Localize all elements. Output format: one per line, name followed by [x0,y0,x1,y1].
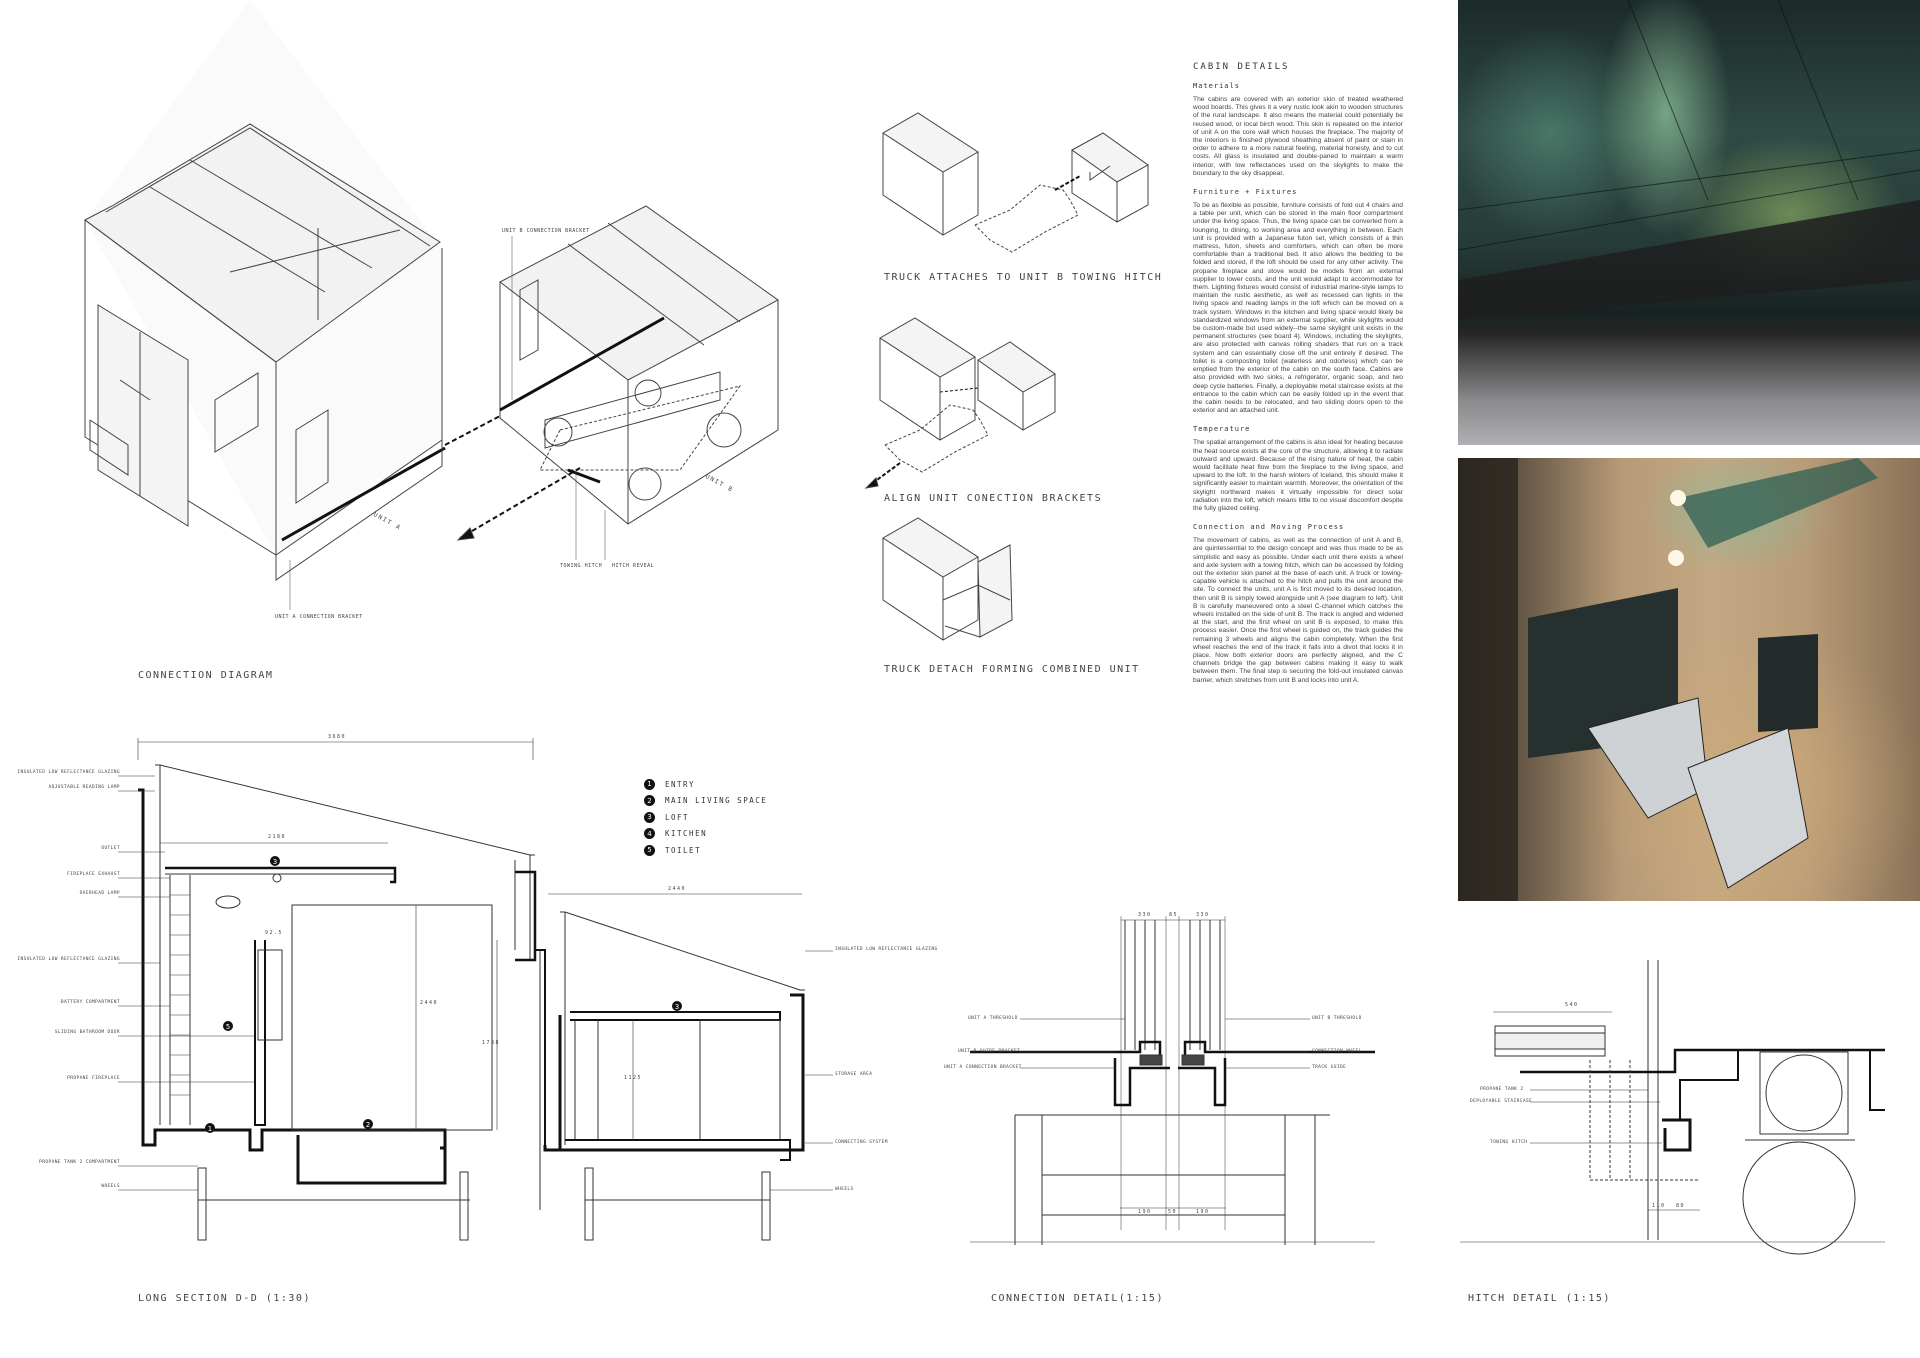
legend-label: KITCHEN [665,829,708,839]
svg-text:3: 3 [272,858,278,866]
dim-overall: 3680 [328,734,347,740]
section-heading-temperature: Temperature [1193,425,1251,434]
hitch-detail-caption: HITCH DETAIL (1:15) [1468,1293,1611,1304]
dim-label: 85 [1169,912,1179,918]
dim-label: 110 [1652,1203,1666,1209]
section-heading-connection: Connection and Moving Process [1193,523,1345,532]
leader-label: SLIDING BATHROOM DOOR [54,1030,120,1035]
legend-label: ENTRY [665,779,696,789]
leader-label: INSULATED LOW REFLECTANCE GLAZING [17,770,120,775]
leader-label: UNIT A THRESHOLD [968,1016,1018,1021]
leader-label: UNIT A CONNECTION BRACKET [944,1065,1022,1070]
dim-label: 190 [1196,1209,1210,1215]
leader-label: TOWING HITCH [1490,1140,1528,1145]
connection-diagram-caption: CONNECTION DIAGRAM [138,670,274,681]
leader-label: CONNECTION WHEEL [1312,1049,1362,1054]
long-section-caption: LONG SECTION D-D (1:30) [138,1293,311,1304]
panel-title: CABIN DETAILS [1193,62,1290,72]
label-towing-hitch: TOWING HITCH [560,563,603,569]
dim-b-interior: 1125 [624,1075,643,1081]
leader-label: PROPANE TANK 2 [1480,1087,1524,1092]
dim-height-a: 2440 [420,1000,439,1006]
label-unit-b: UNIT B [704,473,735,494]
dim-label: 80 [1676,1203,1686,1209]
legend-label: MAIN LIVING SPACE [665,796,768,806]
leader-label: UNIT B THRESHOLD [1312,1016,1362,1021]
dim-label: 330 [1196,912,1210,918]
leader-label: BATTERY COMPARTMENT [60,1000,120,1005]
svg-text:2: 2 [365,1121,371,1129]
svg-text:5: 5 [225,1023,231,1031]
leader-label: OVERHEAD LAMP [79,891,120,896]
dim-label: 330 [1138,912,1152,918]
legend-number: 5 [644,845,655,856]
legend-number: 1 [644,779,655,790]
label-unit-a: UNIT A [372,511,403,532]
leader-label: WHEELS [835,1187,854,1192]
dim-height-b: 1788 [482,1040,501,1046]
legend-label: LOFT [665,812,690,822]
section-heading-furniture: Furniture + Fixtures [1193,188,1298,197]
leader-label: WHEELS [101,1184,120,1189]
leader-label: INSULATED LOW REFLECTANCE GLAZING [17,957,120,962]
leader-label: PROPANE TANK 2 COMPARTMENT [39,1160,120,1165]
leader-label: ADJUSTABLE READING LAMP [48,785,120,790]
section-body-temperature: The spatial arrangement of the cabins is also ideal for heating because the heat source exists at the core of the structure, allowing it to radiate outward and upward. Because of the rising nature of heat, the cabin would facilitate heat flow from the fireplace to the living space, and upward to the loft. In the harsh winters of Iceland, this should make it significantly easier to maintain warmth. Moreover, the orientation of the skylight northward makes it virtually impossible for direct solar radiation into the loft, which means little to no visual discomfort despite the fully glazed ceiling. [1193,439,1403,512]
dim-label: 50 [1168,1209,1178,1215]
section-heading-materials: Materials [1193,82,1240,90]
leader-label: STORAGE AREA [835,1072,873,1077]
connection-detail-caption: CONNECTION DETAIL(1:15) [991,1293,1164,1304]
step-3-caption: TRUCK DETACH FORMING COMBINED UNIT [884,664,1140,675]
section-body-materials: The cabins are covered with an exterior skin of treated weathered wood boards. This gives it a very rustic look akin to wooden structures of the rural landscape. It also means the material could potentially be reused wood, or local birch wood. This skin is repeated on the interior of unit A on the core wall which houses the fireplace. The majority of the interiors is finished plywood sheathing absent of paint or stain in order to adhere to a more natural feeling, material honesty, and to cut costs. All glass is insulated and double-paned to maintain a warm interior, with low reflectances used on the skylights to make the boundary to the sky disappear. [1193,96,1403,177]
leader-label: CONNECTING SYSTEM [835,1140,888,1145]
label-unit-b-bracket: UNIT B CONNECTION BRACKET [502,228,590,234]
legend-number: 4 [644,828,655,839]
leader-label: TRACK GUIDE [1312,1065,1347,1070]
section-body-furniture: To be as flexible as possible, furniture consists of fold out 4 chairs and a table per unit, which can be stored in the main floor compartment under the living space. Thus, the living space can be converted from a lounging, to dining, to working area and everything in between. Each unit is provided with a Japanese futon set, which consists of a thin mattress, futon, sheets and comforters, which can often be more comfortable than a traditional bed. It also allows the bedding to be folded and stored, if the loft should be used for any other activity. The propane fireplace and stove would be models from an external supplier to lower costs, and the unit would adapt to accommodate for them. Lighting fixtures would consist of industrial marine-style lamps to maintain the rustic aesthetic, as well as recessed can lights in the living space and reading lamps in the loft which can be moved on a track system. Windows in the kitchen and living space would likely be standardized windows from an external supplier, while skylights would be custom-made but used widely--the same skylight unit exists in the permanent structures (see board 4). Windows, including the skylights, are also protected with canvas rolling shaders that run on a track system and can essentially close off the unit entirely if desired. The toilet is a composting toilet (waterless and odorless) which can be emptied from the exterior of the cabin on the south face. Cabins are also provided with two sinks, a refrigerator, organic soap, and two deep cycle batteries. Finally, a deployable metal staircase exists at the entrance to the cabin which can be easily folded up in the event that the cabin needs to be relocated, and two sliding doors open to the exterior and an attached unit. [1193,202,1403,415]
dim-toilet: 92.5 [265,930,284,936]
svg-text:3: 3 [674,1003,680,1011]
leader-label: FIREPLACE EXHAUST [67,872,120,877]
leader-label: OUTLET [101,846,120,851]
step-1-caption: TRUCK ATTACHES TO UNIT B TOWING HITCH [884,272,1163,283]
dim-unit-b: 2440 [668,886,687,892]
section-body-connection: The movement of cabins, as well as the connection of unit A and B, are quintessential to the design concept and was thus made to be as simplistic and easy as possible. Under each unit there exists a wheel and axle system with a towing hitch, which can be accessed by folding out the exterior skin panel at the base of each unit. A truck or towing-capable vehicle is attached to the hitch and pulls the unit around the site. To connect the units, unit A is first moved to its desired location, then unit B is simply towed alongside unit A (see diagram to left). Unit B is carefully maneuvered onto a steel C-channel which catches the wheels installed on the side of unit B. The track is angled and widened at the start, and the first wheel on unit B is exposed, to make this process easier. Once the first wheel is guided on, the track guides the remaining 3 wheels and aligns the cabin completely. When the first wheel reaches the end of the track it falls into a divot that locks it in place. Now both exterior doors are perfectly aligned, and the C channels bridge the gap between cabins making it easy to walk between them. The final step is securing the fold-out insulated canvas barrier, which stretches from unit B and locks into unit A. [1193,537,1403,684]
legend-label: TOILET [665,845,702,855]
legend-number: 2 [644,795,655,806]
legend-number: 3 [644,812,655,823]
leader-label: PROPANE FIREPLACE [67,1076,120,1081]
leader-label: UNIT B GUIDE BRACKET [958,1049,1021,1054]
label-hitch-reveal: HITCH REVEAL [612,563,655,569]
svg-text:1: 1 [207,1125,213,1133]
dim-label: 540 [1565,1002,1579,1008]
dim-loft: 2180 [268,834,287,840]
leader-label: DEPLOYABLE STAIRCASE [1470,1099,1533,1104]
label-unit-a-bracket: UNIT A CONNECTION BRACKET [275,614,363,620]
step-2-caption: ALIGN UNIT CONECTION BRACKETS [884,493,1103,504]
leader-label: INSULATED LOW REFLECTANCE GLAZING [835,947,938,952]
dim-label: 190 [1138,1209,1152,1215]
